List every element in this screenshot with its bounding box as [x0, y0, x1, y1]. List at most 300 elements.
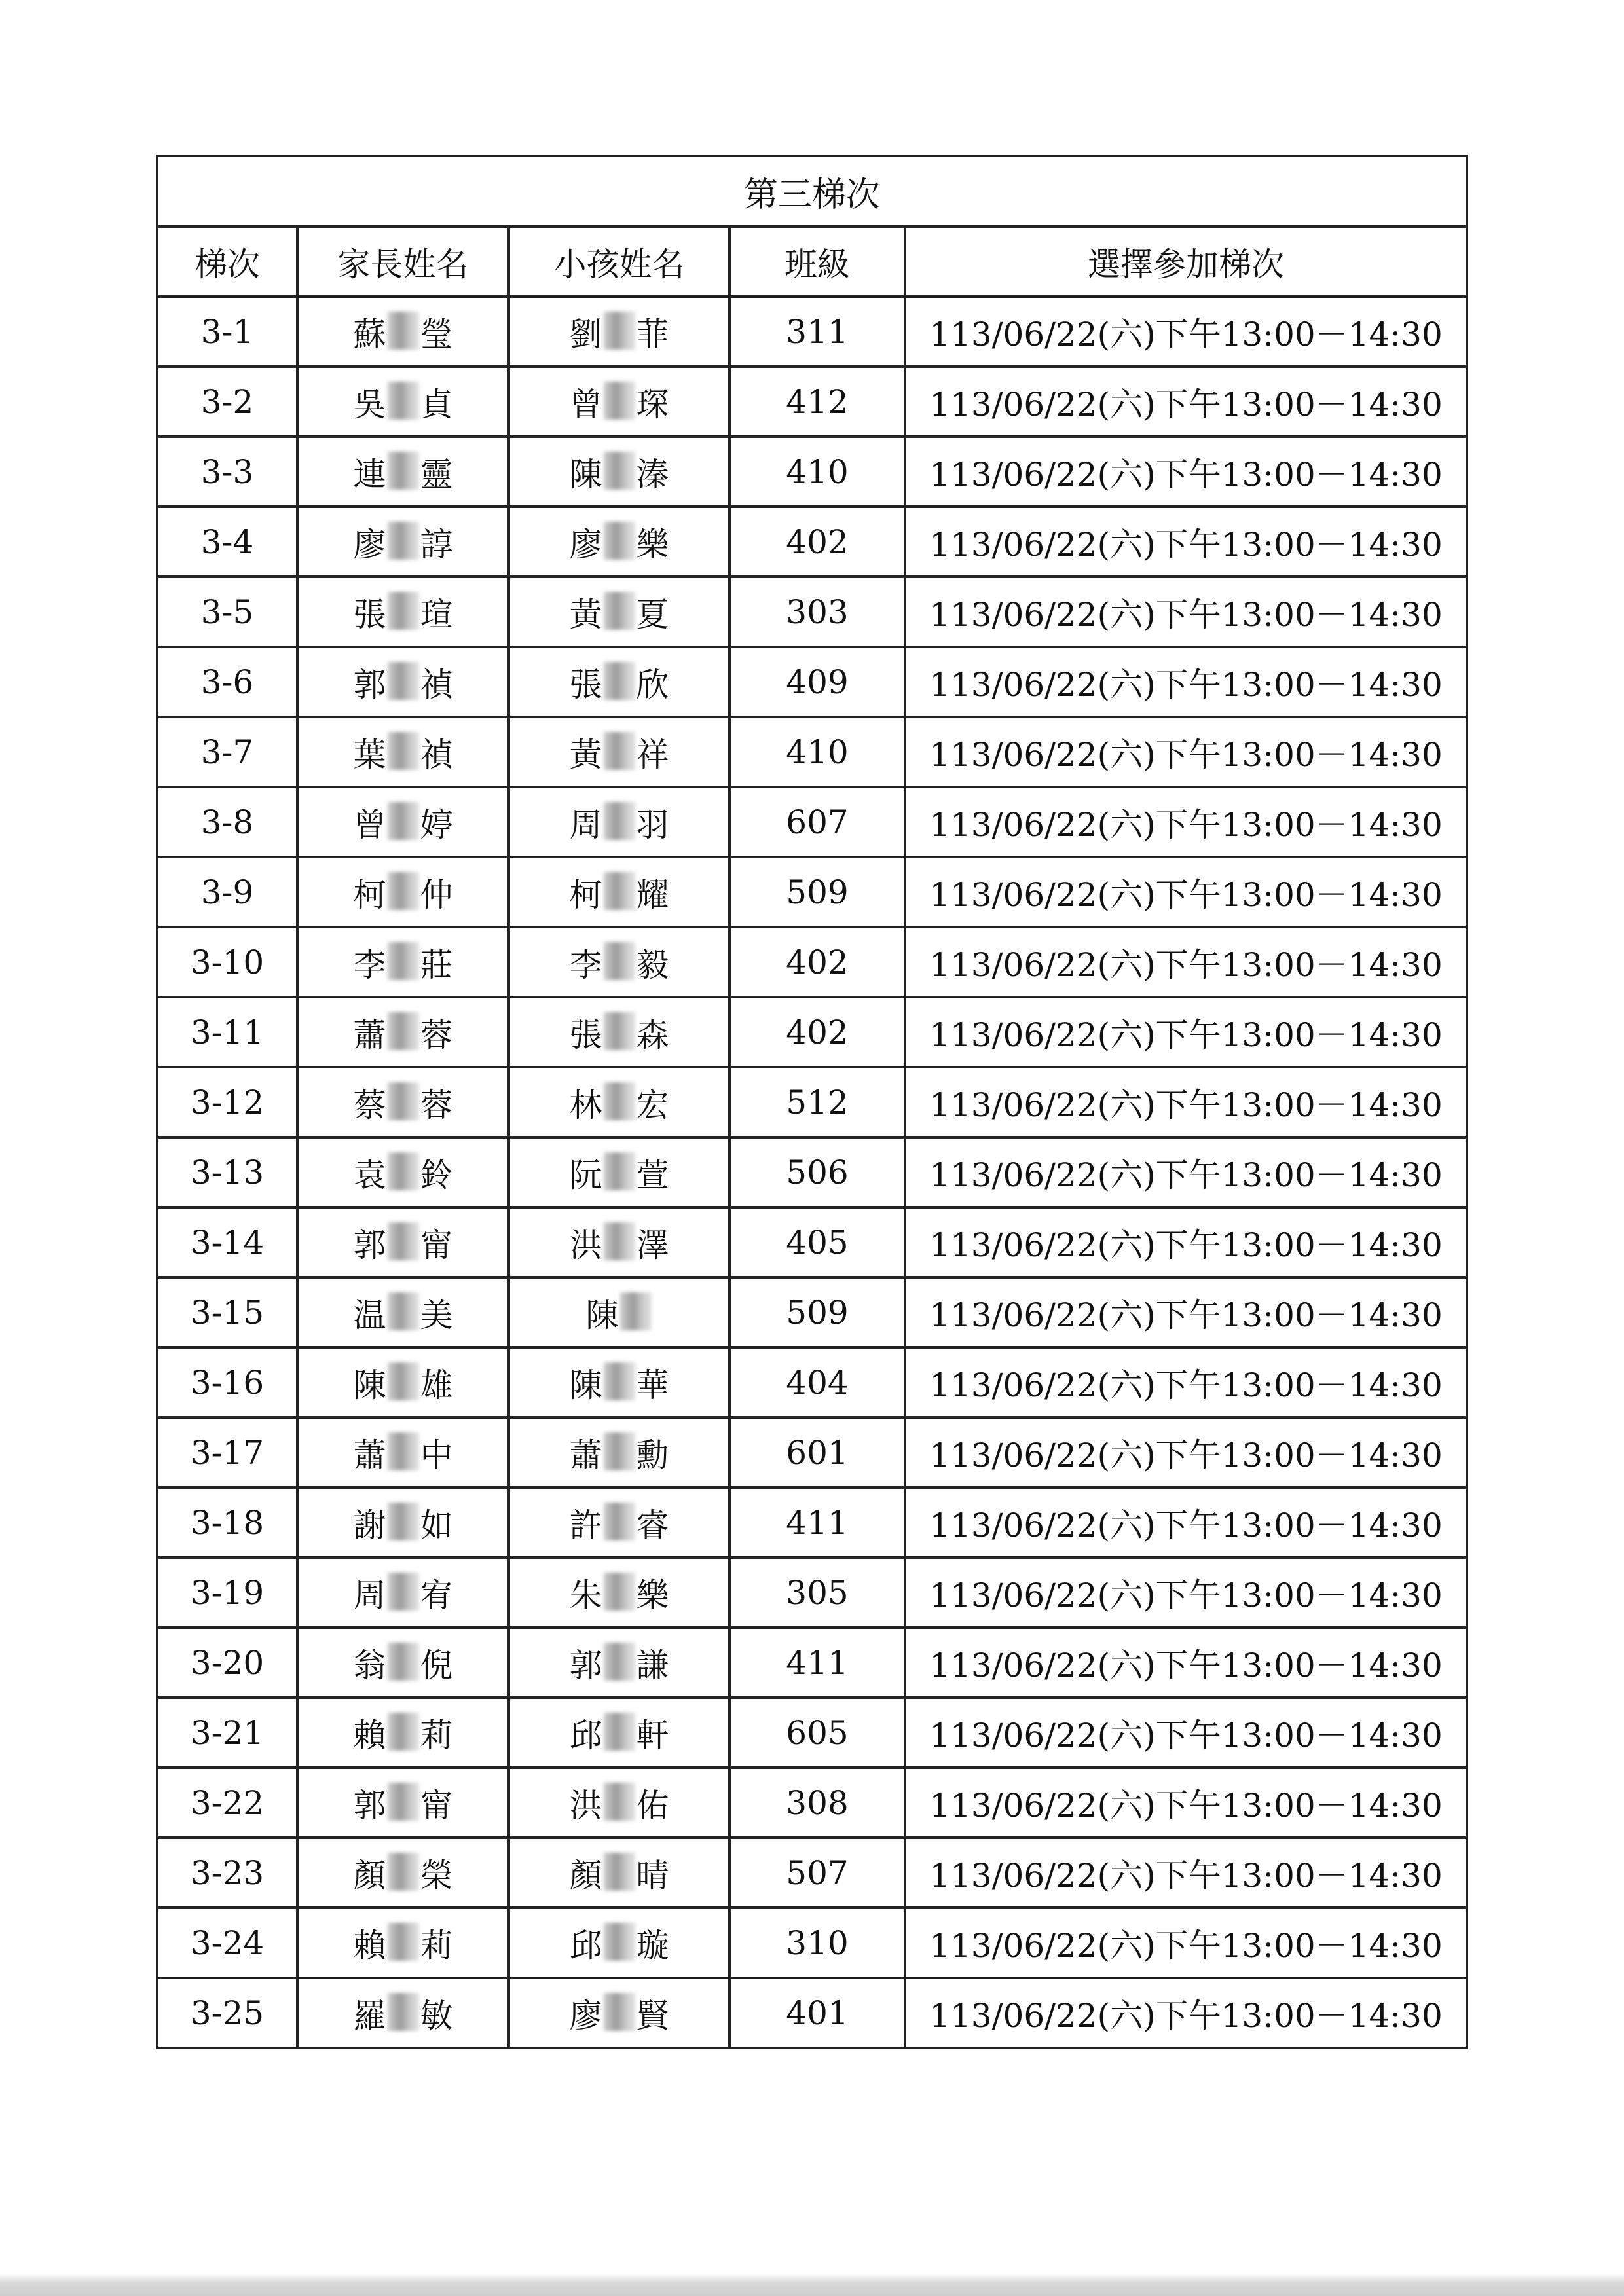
- session-no-cell: 3-10: [157, 927, 297, 997]
- parent-surname: 陳: [353, 1366, 386, 1404]
- redaction-mask: [388, 312, 419, 350]
- session-time-cell: 113/06/22(六)下午13:00－14:30: [905, 1137, 1467, 1207]
- child-surname: 阮: [569, 1156, 602, 1194]
- parent-surname: 柯: [353, 875, 386, 914]
- redaction-mask: [604, 942, 635, 980]
- session-time-cell: 113/06/22(六)下午13:00－14:30: [905, 1838, 1467, 1908]
- class-cell: 601: [729, 1417, 905, 1487]
- session-no-cell: 3-18: [157, 1487, 297, 1558]
- table-row: [157, 1978, 1467, 2048]
- child-given-name-end: 琛: [636, 385, 669, 424]
- redaction-mask: [388, 872, 419, 910]
- parent-given-name-end: 敏: [420, 1996, 453, 2035]
- session-time-cell: 113/06/22(六)下午13:00－14:30: [905, 1347, 1467, 1417]
- redaction-mask: [604, 382, 635, 420]
- session-time-cell: 113/06/22(六)下午13:00－14:30: [905, 1558, 1467, 1628]
- session-time-cell: 113/06/22(六)下午13:00－14:30: [905, 1628, 1467, 1698]
- redaction-mask: [388, 1222, 419, 1260]
- redaction-mask: [388, 1853, 419, 1891]
- parent-name-cell: [297, 507, 509, 577]
- parent-name-cell: [297, 1277, 509, 1347]
- session-time-cell: 113/06/22(六)下午13:00－14:30: [905, 1908, 1467, 1978]
- parent-given-name-end: 倪: [420, 1646, 453, 1685]
- table-row: [157, 437, 1467, 507]
- session-no-cell: 3-16: [157, 1347, 297, 1417]
- parent-name-cell: [297, 927, 509, 997]
- redaction-mask: [604, 802, 635, 840]
- session-no-cell: 3-7: [157, 717, 297, 787]
- parent-surname: 温: [353, 1296, 386, 1334]
- redaction-mask: [604, 1573, 635, 1611]
- session-time-cell: 113/06/22(六)下午13:00－14:30: [905, 1978, 1467, 2048]
- child-name-cell: [509, 1978, 729, 2048]
- class-cell: 405: [729, 1207, 905, 1277]
- parent-given-name-end: 靈: [420, 455, 453, 494]
- session-time-cell: 113/06/22(六)下午13:00－14:30: [905, 647, 1467, 717]
- class-cell: 411: [729, 1628, 905, 1698]
- parent-surname: 賴: [353, 1716, 386, 1755]
- child-surname: 曾: [569, 385, 602, 424]
- parent-name-cell: [297, 1487, 509, 1558]
- child-surname: 郭: [569, 1646, 602, 1685]
- session-no-cell: 3-6: [157, 647, 297, 717]
- redaction-mask: [604, 452, 635, 490]
- class-cell: 607: [729, 787, 905, 857]
- redaction-mask: [388, 1432, 419, 1470]
- class-cell: 404: [729, 1347, 905, 1417]
- child-given-name-end: 森: [636, 1015, 669, 1054]
- redaction-mask: [604, 1012, 635, 1050]
- redaction-mask: [388, 1783, 419, 1821]
- parent-given-name-end: 甯: [420, 1226, 453, 1264]
- parent-surname: 謝: [353, 1506, 386, 1544]
- child-name-cell: [509, 1067, 729, 1137]
- child-name-cell: [509, 1137, 729, 1207]
- session-no-cell: 3-14: [157, 1207, 297, 1277]
- parent-given-name-end: 禎: [420, 735, 453, 774]
- child-name-cell: [509, 857, 729, 927]
- parent-surname: 蔡: [353, 1085, 386, 1124]
- class-cell: 402: [729, 927, 905, 997]
- session-time-cell: 113/06/22(六)下午13:00－14:30: [905, 857, 1467, 927]
- child-given-name-end: 賢: [636, 1996, 669, 2035]
- header-session-no: 梯次: [157, 227, 297, 297]
- child-given-name-end: 澤: [636, 1226, 669, 1264]
- class-cell: 507: [729, 1838, 905, 1908]
- redaction-mask: [604, 1503, 635, 1540]
- child-name-cell: [509, 1277, 729, 1347]
- child-name-cell: [509, 1207, 729, 1277]
- redaction-mask: [604, 662, 635, 700]
- child-name-cell: [509, 1558, 729, 1628]
- table-row: [157, 1487, 1467, 1558]
- parent-surname: 曾: [353, 805, 386, 844]
- redaction-mask: [604, 522, 635, 560]
- class-cell: 305: [729, 1558, 905, 1628]
- parent-surname: 蘇: [353, 315, 386, 354]
- redaction-mask: [388, 1362, 419, 1400]
- child-name-cell: [509, 577, 729, 647]
- table-row: [157, 857, 1467, 927]
- redaction-mask: [604, 1853, 635, 1891]
- parent-given-name-end: 蓉: [420, 1015, 453, 1054]
- redaction-mask: [388, 1152, 419, 1190]
- session-time-cell: 113/06/22(六)下午13:00－14:30: [905, 507, 1467, 577]
- session-no-cell: 3-15: [157, 1277, 297, 1347]
- parent-surname: 郭: [353, 1786, 386, 1825]
- parent-given-name-end: 中: [420, 1436, 453, 1474]
- table-row: [157, 1698, 1467, 1768]
- session-no-cell: 3-8: [157, 787, 297, 857]
- child-name-cell: [509, 507, 729, 577]
- class-cell: 411: [729, 1487, 905, 1558]
- header-parent-name: 家長姓名: [297, 227, 509, 297]
- child-surname: 周: [569, 805, 602, 844]
- redaction-mask: [388, 1923, 419, 1961]
- session-no-cell: 3-11: [157, 997, 297, 1067]
- session-time-cell: 113/06/22(六)下午13:00－14:30: [905, 437, 1467, 507]
- parent-name-cell: [297, 367, 509, 437]
- parent-name-cell: [297, 1698, 509, 1768]
- child-surname: 陳: [585, 1296, 619, 1334]
- redaction-mask: [604, 1643, 635, 1681]
- session-time-cell: 113/06/22(六)下午13:00－14:30: [905, 997, 1467, 1067]
- redaction-mask: [388, 1082, 419, 1120]
- child-name-cell: [509, 1487, 729, 1558]
- parent-surname: 蕭: [353, 1015, 386, 1054]
- child-given-name-end: 樂: [636, 525, 669, 564]
- redaction-mask: [388, 452, 419, 490]
- redaction-mask: [604, 312, 635, 350]
- session-time-cell: 113/06/22(六)下午13:00－14:30: [905, 297, 1467, 367]
- redaction-mask: [388, 382, 419, 420]
- parent-given-name-end: 榮: [420, 1856, 453, 1895]
- child-given-name-end: 華: [636, 1366, 669, 1404]
- child-name-cell: [509, 437, 729, 507]
- child-given-name-end: 毅: [636, 945, 669, 984]
- parent-surname: 顏: [353, 1856, 386, 1895]
- session-time-cell: 113/06/22(六)下午13:00－14:30: [905, 717, 1467, 787]
- parent-name-cell: [297, 717, 509, 787]
- table-row: [157, 997, 1467, 1067]
- session-no-cell: 3-21: [157, 1698, 297, 1768]
- parent-name-cell: [297, 1838, 509, 1908]
- child-name-cell: [509, 997, 729, 1067]
- parent-name-cell: [297, 1558, 509, 1628]
- child-surname: 許: [569, 1506, 602, 1544]
- table-row: [157, 787, 1467, 857]
- child-name-cell: [509, 367, 729, 437]
- class-cell: 410: [729, 437, 905, 507]
- child-name-cell: [509, 1347, 729, 1417]
- child-given-name-end: 欣: [636, 665, 669, 704]
- redaction-mask: [604, 872, 635, 910]
- parent-name-cell: [297, 1768, 509, 1838]
- session-no-cell: 3-5: [157, 577, 297, 647]
- class-cell: 605: [729, 1698, 905, 1768]
- table-row: [157, 1207, 1467, 1277]
- redaction-mask: [388, 662, 419, 700]
- parent-surname: 廖: [353, 525, 386, 564]
- child-name-cell: [509, 1768, 729, 1838]
- child-surname: 黃: [569, 595, 602, 634]
- child-given-name-end: 祥: [636, 735, 669, 774]
- parent-given-name-end: 蓉: [420, 1085, 453, 1124]
- child-surname: 劉: [569, 315, 602, 354]
- class-cell: 509: [729, 857, 905, 927]
- session-time-cell: 113/06/22(六)下午13:00－14:30: [905, 1417, 1467, 1487]
- parent-given-name-end: 仲: [420, 875, 453, 914]
- parent-name-cell: [297, 1628, 509, 1698]
- child-given-name-end: 溱: [636, 455, 669, 494]
- title-row: [157, 156, 1467, 227]
- redaction-mask: [388, 802, 419, 840]
- table-row: [157, 1558, 1467, 1628]
- session-no-cell: 3-9: [157, 857, 297, 927]
- header-child-name: 小孩姓名: [509, 227, 729, 297]
- table-row: [157, 1838, 1467, 1908]
- parent-name-cell: [297, 1347, 509, 1417]
- table-row: [157, 927, 1467, 997]
- parent-given-name-end: 瑄: [420, 595, 453, 634]
- session-no-cell: 3-2: [157, 367, 297, 437]
- child-surname: 邱: [569, 1716, 602, 1755]
- parent-name-cell: [297, 1978, 509, 2048]
- parent-given-name-end: 諄: [420, 525, 453, 564]
- session-no-cell: 3-4: [157, 507, 297, 577]
- parent-given-name-end: 美: [420, 1296, 453, 1334]
- child-name-cell: [509, 1417, 729, 1487]
- child-surname: 陳: [569, 455, 602, 494]
- redaction-mask: [388, 1643, 419, 1681]
- parent-name-cell: [297, 1908, 509, 1978]
- session-no-cell: 3-3: [157, 437, 297, 507]
- child-given-name-end: 夏: [636, 595, 669, 634]
- child-given-name-end: 菲: [636, 315, 669, 354]
- session-no-cell: 3-13: [157, 1137, 297, 1207]
- parent-name-cell: [297, 297, 509, 367]
- parent-surname: 羅: [353, 1996, 386, 2035]
- child-given-name-end: 耀: [636, 875, 669, 914]
- child-given-name-end: 宏: [636, 1085, 669, 1124]
- table-row: [157, 1628, 1467, 1698]
- table-row: [157, 1137, 1467, 1207]
- session-time-cell: 113/06/22(六)下午13:00－14:30: [905, 927, 1467, 997]
- parent-name-cell: [297, 857, 509, 927]
- child-surname: 洪: [569, 1226, 602, 1264]
- session-time-cell: 113/06/22(六)下午13:00－14:30: [905, 1067, 1467, 1137]
- class-cell: 311: [729, 297, 905, 367]
- table-row: [157, 1417, 1467, 1487]
- parent-surname: 周: [353, 1576, 386, 1614]
- parent-name-cell: [297, 1207, 509, 1277]
- table-row: [157, 1277, 1467, 1347]
- child-given-name-end: 佑: [636, 1786, 669, 1825]
- child-given-name-end: 萱: [636, 1156, 669, 1194]
- child-name-cell: [509, 1908, 729, 1978]
- parent-name-cell: [297, 577, 509, 647]
- child-name-cell: [509, 1698, 729, 1768]
- child-surname: 廖: [569, 1996, 602, 2035]
- table-title: 第三梯次: [157, 156, 1467, 227]
- table-row: [157, 1347, 1467, 1417]
- session-no-cell: 3-1: [157, 297, 297, 367]
- child-name-cell: [509, 1838, 729, 1908]
- child-surname: 廖: [569, 525, 602, 564]
- session-no-cell: 3-23: [157, 1838, 297, 1908]
- redaction-mask: [604, 1783, 635, 1821]
- table-row: [157, 1908, 1467, 1978]
- child-surname: 朱: [569, 1576, 602, 1614]
- parent-surname: 張: [353, 595, 386, 634]
- parent-given-name-end: 莉: [420, 1716, 453, 1755]
- parent-given-name-end: 鈴: [420, 1156, 453, 1194]
- child-given-name-end: 勳: [636, 1436, 669, 1474]
- table-row: [157, 507, 1467, 577]
- parent-given-name-end: 禎: [420, 665, 453, 704]
- session-time-cell: 113/06/22(六)下午13:00－14:30: [905, 1277, 1467, 1347]
- parent-given-name-end: 莉: [420, 1926, 453, 1965]
- child-given-name-end: 睿: [636, 1506, 669, 1544]
- child-name-cell: [509, 647, 729, 717]
- redaction-mask: [604, 1713, 635, 1751]
- session-time-cell: 113/06/22(六)下午13:00－14:30: [905, 577, 1467, 647]
- session-time-cell: 113/06/22(六)下午13:00－14:30: [905, 787, 1467, 857]
- class-cell: 401: [729, 1978, 905, 2048]
- class-cell: 412: [729, 367, 905, 437]
- parent-surname: 郭: [353, 1226, 386, 1264]
- parent-surname: 賴: [353, 1926, 386, 1965]
- parent-surname: 蕭: [353, 1436, 386, 1474]
- session-no-cell: 3-20: [157, 1628, 297, 1698]
- parent-surname: 連: [353, 455, 386, 494]
- session-time-cell: 113/06/22(六)下午13:00－14:30: [905, 1768, 1467, 1838]
- redaction-mask: [388, 1573, 419, 1611]
- redaction-mask: [604, 592, 635, 630]
- header-selected-session: 選擇參加梯次: [905, 227, 1467, 297]
- child-surname: 陳: [569, 1366, 602, 1404]
- session-time-cell: 113/06/22(六)下午13:00－14:30: [905, 1207, 1467, 1277]
- class-cell: 402: [729, 997, 905, 1067]
- table-row: [157, 1067, 1467, 1137]
- child-surname: 林: [569, 1085, 602, 1124]
- parent-surname: 翁: [353, 1646, 386, 1685]
- child-surname: 柯: [569, 875, 602, 914]
- session-no-cell: 3-12: [157, 1067, 297, 1137]
- parent-name-cell: [297, 1417, 509, 1487]
- header-class: 班級: [729, 227, 905, 297]
- session-time-cell: 113/06/22(六)下午13:00－14:30: [905, 1487, 1467, 1558]
- parent-given-name-end: 瑩: [420, 315, 453, 354]
- class-cell: 310: [729, 1908, 905, 1978]
- redaction-mask: [388, 592, 419, 630]
- parent-name-cell: [297, 1137, 509, 1207]
- parent-surname: 葉: [353, 735, 386, 774]
- child-given-name-end: 謙: [636, 1646, 669, 1685]
- class-cell: 509: [729, 1277, 905, 1347]
- child-given-name-end: 璇: [636, 1926, 669, 1965]
- parent-given-name-end: 雄: [420, 1366, 453, 1404]
- class-cell: 409: [729, 647, 905, 717]
- redaction-mask: [388, 732, 419, 770]
- child-surname: 顏: [569, 1856, 602, 1895]
- redaction-mask: [388, 522, 419, 560]
- parent-name-cell: [297, 647, 509, 717]
- class-cell: 506: [729, 1137, 905, 1207]
- redaction-mask: [620, 1292, 652, 1330]
- table-row: [157, 367, 1467, 437]
- parent-given-name-end: 甯: [420, 1786, 453, 1825]
- child-surname: 邱: [569, 1926, 602, 1965]
- child-given-name-end: 晴: [636, 1856, 669, 1895]
- page-bottom-edge: [0, 2274, 1624, 2296]
- child-surname: 張: [569, 665, 602, 704]
- child-name-cell: [509, 1628, 729, 1698]
- redaction-mask: [604, 1923, 635, 1961]
- header-row: [157, 227, 1467, 297]
- session-no-cell: 3-25: [157, 1978, 297, 2048]
- parent-surname: 郭: [353, 665, 386, 704]
- redaction-mask: [388, 1012, 419, 1050]
- child-given-name-end: 羽: [636, 805, 669, 844]
- redaction-mask: [604, 1362, 635, 1400]
- table-row: [157, 577, 1467, 647]
- parent-given-name-end: 貞: [420, 385, 453, 424]
- class-cell: 402: [729, 507, 905, 577]
- redaction-mask: [604, 1222, 635, 1260]
- child-surname: 蕭: [569, 1436, 602, 1474]
- class-cell: 308: [729, 1768, 905, 1838]
- session-no-cell: 3-19: [157, 1558, 297, 1628]
- session-time-cell: 113/06/22(六)下午13:00－14:30: [905, 1698, 1467, 1768]
- parent-surname: 吳: [353, 385, 386, 424]
- child-name-cell: [509, 927, 729, 997]
- session-table: [156, 155, 1468, 2049]
- child-surname: 黃: [569, 735, 602, 774]
- child-surname: 張: [569, 1015, 602, 1054]
- parent-given-name-end: 莊: [420, 945, 453, 984]
- redaction-mask: [604, 732, 635, 770]
- child-name-cell: [509, 787, 729, 857]
- parent-surname: 袁: [353, 1156, 386, 1194]
- child-surname: 李: [569, 945, 602, 984]
- parent-given-name-end: 宥: [420, 1576, 453, 1614]
- parent-name-cell: [297, 787, 509, 857]
- table-body: [157, 297, 1467, 2048]
- child-name-cell: [509, 297, 729, 367]
- class-cell: 410: [729, 717, 905, 787]
- parent-name-cell: [297, 437, 509, 507]
- table-row: [157, 1768, 1467, 1838]
- parent-given-name-end: 婷: [420, 805, 453, 844]
- child-given-name-end: 樂: [636, 1576, 669, 1614]
- table-row: [157, 717, 1467, 787]
- redaction-mask: [604, 1432, 635, 1470]
- session-time-cell: 113/06/22(六)下午13:00－14:30: [905, 367, 1467, 437]
- redaction-mask: [388, 1713, 419, 1751]
- redaction-mask: [604, 1082, 635, 1120]
- session-no-cell: 3-22: [157, 1768, 297, 1838]
- session-no-cell: 3-24: [157, 1908, 297, 1978]
- class-cell: 303: [729, 577, 905, 647]
- child-given-name-end: 軒: [636, 1716, 669, 1755]
- redaction-mask: [388, 1503, 419, 1540]
- redaction-mask: [388, 1993, 419, 2031]
- parent-surname: 李: [353, 945, 386, 984]
- child-surname: 洪: [569, 1786, 602, 1825]
- redaction-mask: [604, 1993, 635, 2031]
- class-cell: 512: [729, 1067, 905, 1137]
